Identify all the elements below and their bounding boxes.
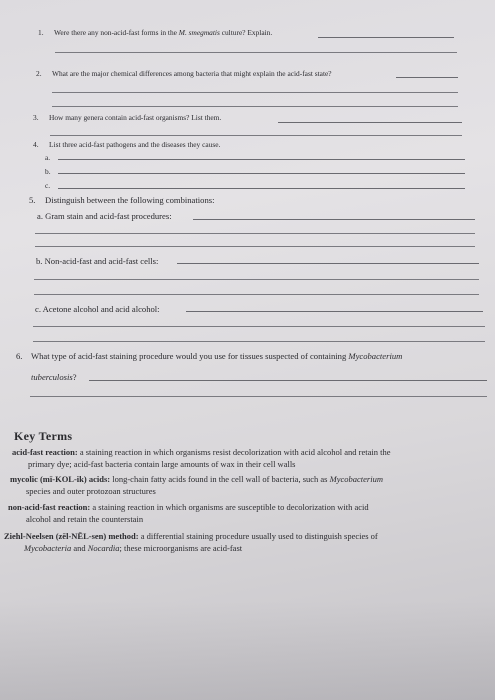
question-5b-label: b. Non-acid-fast and acid-fast cells: [36, 256, 159, 266]
question-5-number: 5. [29, 195, 36, 205]
question-6-text-end: ? [72, 372, 77, 382]
key-term-acid-fast-def: a staining reaction in which organisms resist decolorization with acid alcohol and retain the [77, 447, 391, 457]
key-term-non-acid-fast-def-2: alcohol and retain the counterstain [26, 514, 144, 524]
question-4 [33, 140, 220, 149]
key-term-mycolic-term: mycolic (mī-KOL-ik) acids: [10, 474, 111, 484]
key-term-non-acid-fast [8, 502, 369, 514]
answer-line[interactable] [35, 246, 475, 247]
question-6-text: What type of acid-fast staining procedure would you use for tissues suspected of containing [31, 351, 349, 361]
question-2-number: 2. [36, 69, 42, 78]
key-term-mycolic [10, 474, 383, 486]
question-4c-label: c. [45, 181, 51, 190]
question-6-number: 6. [16, 351, 23, 361]
answer-line[interactable] [318, 37, 454, 38]
answer-line[interactable] [35, 233, 475, 234]
answer-line[interactable] [396, 77, 458, 78]
key-term-mycolic-organism: Mycobacterium [329, 474, 383, 484]
key-term-ziehl-neelsen-def-2 [24, 543, 242, 555]
key-terms-heading: Key Terms [14, 429, 73, 443]
question-6 [16, 351, 402, 362]
question-6-continued [31, 372, 77, 383]
question-1-organism: M. smegmatis [178, 28, 220, 37]
key-term-ziehl-and: and [71, 543, 88, 553]
question-6-organism-species: tuberculosis [31, 372, 73, 382]
question-3 [33, 113, 221, 122]
key-term-ziehl-neelsen-def: a differential staining procedure usually used to distinguish species of [138, 531, 378, 541]
answer-line[interactable] [52, 92, 458, 93]
question-1 [38, 28, 272, 37]
question-5 [29, 195, 214, 206]
question-4-number: 4. [33, 140, 39, 149]
key-term-non-acid-fast-def: a staining reaction in which organisms are susceptible to decolorization with acid [90, 502, 369, 512]
question-5-text: Distinguish between the following combinations: [45, 195, 215, 205]
key-term-ziehl-neelsen-term: Ziehl-Neelsen (zēl-NĒL-sen) method: [4, 531, 139, 541]
page-shadow [0, 600, 495, 700]
question-1-text-end: culture? Explain. [219, 28, 273, 37]
question-5a-label: a. Gram stain and acid-fast procedures: [37, 211, 172, 221]
answer-line-6[interactable] [89, 380, 487, 381]
answer-line[interactable] [33, 341, 485, 342]
answer-line[interactable] [52, 106, 458, 107]
key-term-mycolic-def: long-chain fatty acids found in the cell wall of bacteria, such as [110, 474, 330, 484]
key-term-ziehl-organism-1: Mycobacteria [24, 543, 72, 553]
answer-line-4c[interactable] [58, 188, 465, 189]
answer-line-4a[interactable] [58, 159, 465, 160]
question-2-text: What are the major chemical differences among bacteria that might explain the acid-fast state? [52, 69, 332, 78]
key-term-acid-fast [12, 447, 391, 459]
question-4b-label: b. [45, 167, 51, 176]
key-term-acid-fast-term: acid-fast reaction: [12, 447, 78, 457]
answer-line[interactable] [50, 135, 462, 136]
key-term-mycolic-def-2: species and outer protozoan structures [26, 486, 156, 496]
question-6-organism-genus: Mycobacterium [348, 351, 403, 361]
key-term-acid-fast-def-2: primary dye; acid-fast bacteria contain large amounts of wax in their cell walls [28, 459, 296, 469]
key-term-ziehl-neelsen [4, 531, 378, 543]
question-3-text: How many genera contain acid-fast organisms? List them. [49, 113, 222, 122]
answer-line-5c[interactable] [186, 311, 483, 312]
answer-line[interactable] [278, 122, 462, 123]
question-5c-label: c. Acetone alcohol and acid alcohol: [35, 304, 160, 314]
question-4a-label: a. [45, 153, 51, 162]
answer-line-4b[interactable] [58, 173, 465, 174]
answer-line-5b[interactable] [177, 263, 479, 264]
key-term-non-acid-fast-term: non-acid-fast reaction: [8, 502, 91, 512]
answer-line[interactable] [55, 52, 457, 53]
key-term-ziehl-organism-2: Nocardia [87, 543, 120, 553]
question-1-number: 1. [38, 28, 44, 37]
question-3-number: 3. [33, 113, 39, 122]
question-2 [36, 69, 332, 78]
answer-line[interactable] [33, 326, 485, 327]
answer-line[interactable] [34, 279, 479, 280]
question-1-text: Were there any non-acid-fast forms in the [54, 28, 179, 37]
answer-line-5a[interactable] [193, 219, 475, 220]
answer-line[interactable] [30, 396, 487, 397]
answer-line[interactable] [34, 294, 479, 295]
question-4-text: List three acid-fast pathogens and the diseases they cause. [49, 140, 221, 149]
key-term-ziehl-def-end: ; these microorganisms are acid-fast [119, 543, 243, 553]
